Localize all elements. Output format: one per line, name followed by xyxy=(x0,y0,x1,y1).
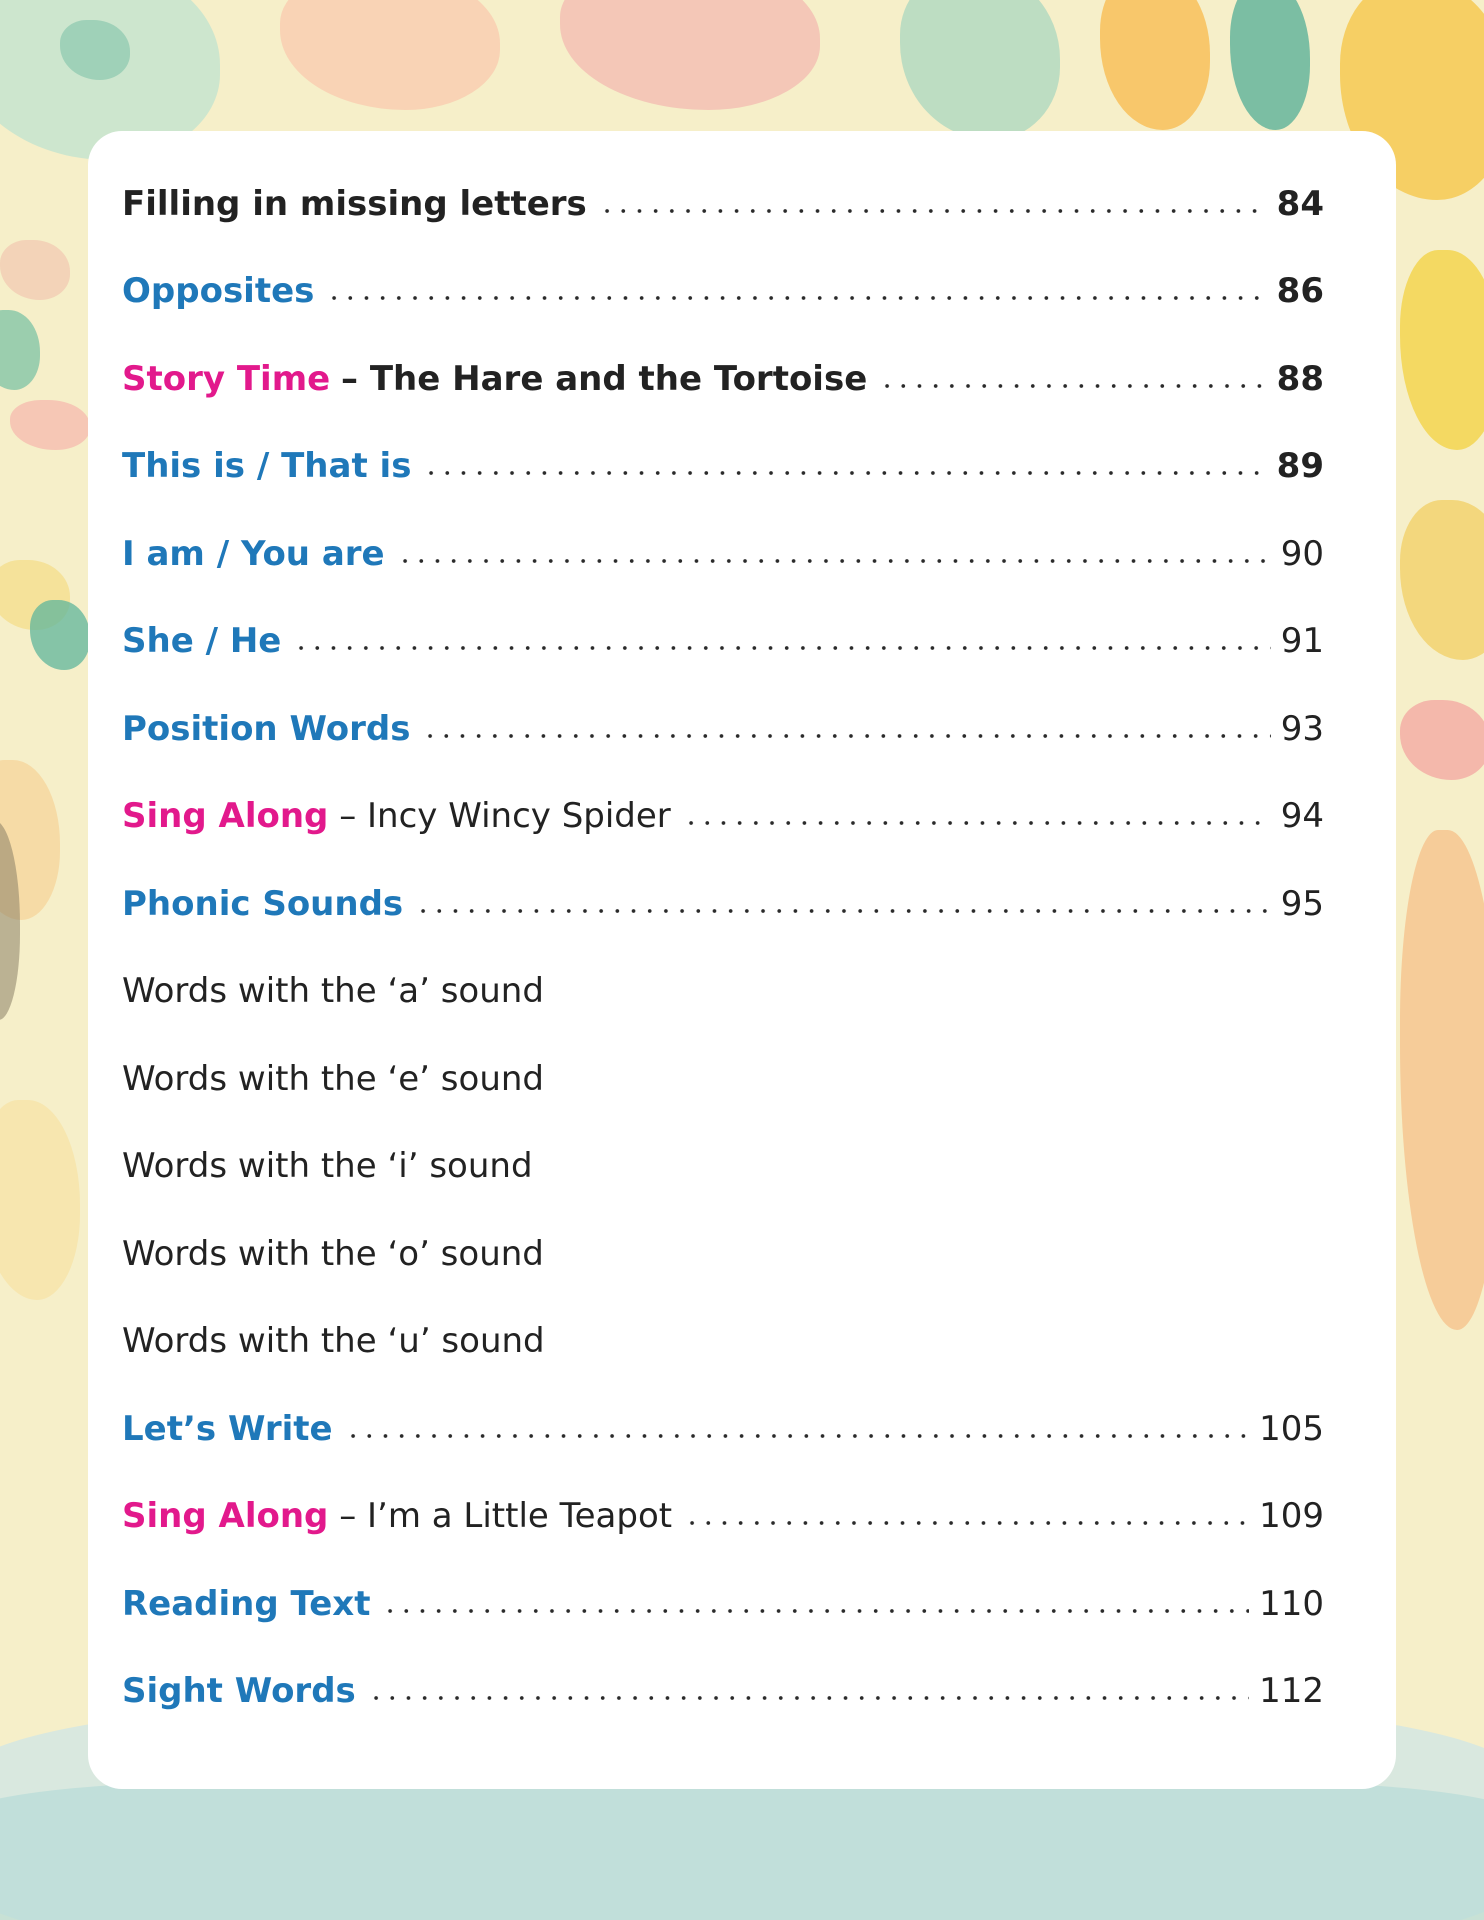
toc-entry-subtitle: – I’m a Little Teapot xyxy=(339,1496,673,1537)
dot-leader xyxy=(422,734,1270,738)
toc-entry-page: 112 xyxy=(1259,1671,1324,1712)
toc-entry-title: Let’s Write xyxy=(122,1408,333,1449)
dot-leader xyxy=(326,296,1266,300)
toc-entry-title: I am / You are xyxy=(122,533,385,574)
toc-entry-page: 84 xyxy=(1276,183,1324,224)
toc-entry-page: 110 xyxy=(1259,1583,1324,1624)
toc-entry-page: 89 xyxy=(1276,446,1324,487)
toc-entry-page: 109 xyxy=(1259,1496,1324,1537)
toc-entry[interactable] xyxy=(122,160,1324,248)
dot-leader xyxy=(683,821,1271,825)
toc-entry[interactable] xyxy=(122,773,1324,861)
toc-entry[interactable] xyxy=(122,1385,1324,1473)
toc-entry-title xyxy=(122,1496,684,1536)
toc-entry-subtitle: – The Hare and the Tortoise xyxy=(341,358,868,399)
dot-leader xyxy=(293,646,1270,650)
toc-entry-page: 91 xyxy=(1280,621,1324,662)
toc-entry-title: Phonic Sounds xyxy=(122,883,404,924)
table-of-contents xyxy=(122,160,1324,1735)
toc-entry[interactable] xyxy=(122,685,1324,773)
toc-entry[interactable] xyxy=(122,1473,1324,1561)
contents-card xyxy=(88,131,1396,1789)
dot-leader xyxy=(368,1696,1249,1700)
dot-leader xyxy=(415,909,1271,913)
dot-leader xyxy=(345,1434,1249,1438)
toc-entry-title: This is / That is xyxy=(122,446,412,487)
toc-entry-title: Filling in missing letters xyxy=(122,183,587,224)
dot-leader xyxy=(382,1609,1249,1613)
toc-entry-title: Reading Text xyxy=(122,1583,371,1624)
toc-entry-title xyxy=(122,359,879,399)
toc-entry[interactable] xyxy=(122,335,1324,423)
toc-entry-title xyxy=(122,796,683,836)
dot-leader xyxy=(423,471,1266,475)
toc-entry-title: She / He xyxy=(122,621,282,662)
toc-subentry[interactable] xyxy=(122,1123,1324,1211)
toc-entry-title: Sight Words xyxy=(122,1671,356,1712)
toc-entry[interactable] xyxy=(122,1560,1324,1648)
toc-entry-page: 94 xyxy=(1280,796,1324,837)
toc-subentry[interactable] xyxy=(122,1035,1324,1123)
dot-leader xyxy=(599,209,1267,213)
toc-entry-label: Sing Along xyxy=(122,796,329,837)
toc-entry-label: Story Time xyxy=(122,358,331,399)
toc-subentry[interactable] xyxy=(122,1298,1324,1386)
toc-entry-page: 93 xyxy=(1280,708,1324,749)
dot-leader xyxy=(397,559,1271,563)
toc-entry[interactable] xyxy=(122,510,1324,598)
toc-entry[interactable] xyxy=(122,1648,1324,1736)
dot-leader xyxy=(879,384,1266,388)
toc-entry-page: 90 xyxy=(1280,533,1324,574)
toc-entry-page: 86 xyxy=(1276,271,1324,312)
toc-subentry[interactable] xyxy=(122,1210,1324,1298)
toc-entry[interactable] xyxy=(122,248,1324,336)
toc-entry-label: Sing Along xyxy=(122,1496,329,1537)
toc-entry-page: 88 xyxy=(1276,358,1324,399)
toc-subentry-title: Words with the ‘e’ sound xyxy=(122,1058,544,1099)
toc-entry-page: 95 xyxy=(1280,883,1324,924)
toc-subentry-title: Words with the ‘u’ sound xyxy=(122,1321,545,1362)
toc-subentry[interactable] xyxy=(122,948,1324,1036)
toc-entry-title: Opposites xyxy=(122,271,315,312)
toc-subentry-title: Words with the ‘o’ sound xyxy=(122,1233,544,1274)
toc-subentry-title: Words with the ‘i’ sound xyxy=(122,1146,533,1187)
dot-leader xyxy=(684,1521,1249,1525)
toc-entry-subtitle: – Incy Wincy Spider xyxy=(339,796,671,837)
toc-entry[interactable] xyxy=(122,598,1324,686)
toc-entry-page: 105 xyxy=(1259,1408,1324,1449)
toc-entry[interactable] xyxy=(122,423,1324,511)
toc-entry[interactable] xyxy=(122,860,1324,948)
toc-subentry-title: Words with the ‘a’ sound xyxy=(122,971,544,1012)
toc-entry-title: Position Words xyxy=(122,708,411,749)
